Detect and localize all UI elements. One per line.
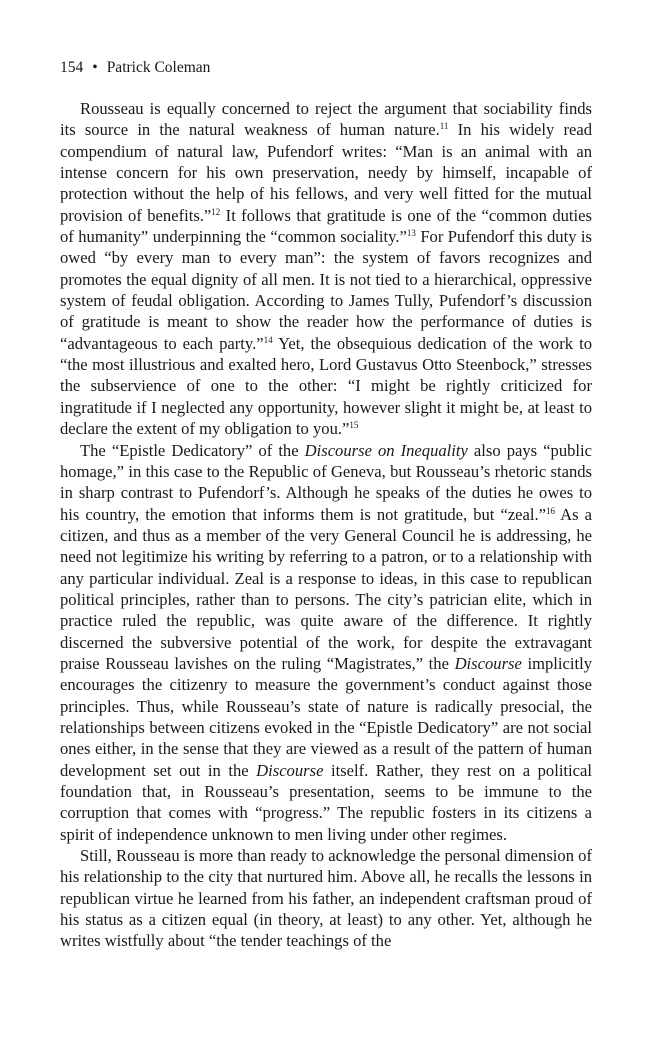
- text-run: Rousseau is equally concerned to reject the argument that sociability finds its source in the natural weakness of human nature.: [60, 99, 592, 140]
- page-number: 154: [60, 59, 84, 76]
- body-text: [60, 98, 592, 952]
- italic-title: Discourse: [454, 653, 522, 673]
- text-run: It follows that gratitude is one of the “common duties of humanity” underpinning the “common sociality.”: [60, 205, 592, 247]
- text-run: Still, Rousseau is more than ready to acknowledge the personal dimension of his relationship to the city that nurtured him. Above all, he recalls the lessons in republican virtue he learned from his father, an independent craftsman proud of his status as a citizen equal (in theory, at least) to any other. Yet, although he writes wistfully about “the tender teachings of the: [60, 846, 592, 951]
- italic-title: Discourse on Inequality: [304, 440, 468, 460]
- footnote-ref: 14: [263, 334, 273, 345]
- paragraph: [60, 845, 592, 952]
- footnote-ref: 13: [406, 228, 416, 239]
- text-run: As a citizen, and thus as a member of the very General Council he is addressing, he need not legitimize his writing by referring to a patron, or to a relationship with any particular individual. Zeal is a response to ideas, in this case to republican political principles, rather than to persons. The city’s patrician elite, which in practice ruled the republic, was quite aware of the difference. It rightly discerned the subversive potential of the work, for despite the extravagant praise Rousseau lavishes on the ruling “Magistrates,” the: [60, 504, 593, 673]
- footnote-ref: 15: [349, 420, 359, 431]
- footnote-ref: 12: [211, 206, 221, 217]
- text-run: For Pufendorf this duty is owed “by every man to every man”: the system of favors recognizes and promotes the equal dignity of all men. It is not tied to a hierarchical, oppressive system of feudal obligation. According to James Tully, Pufendorf’s discussion of gratitude is meant to show the reader how the performance of duties is “advantageous to each party.”: [60, 227, 593, 353]
- text-run: In his widely read compendium of natural law, Pufendorf writes: “Man is an animal with an intense concern for his own preservation, needy by himself, incapable of protection without the help of his fellows, and very well fitted for the mutual provision of benefits.”: [60, 120, 593, 225]
- text-run: The “Epistle Dedicatory” of the: [80, 440, 305, 460]
- header-separator: •: [92, 59, 98, 76]
- footnote-ref: 16: [546, 505, 556, 516]
- footnote-ref: 11: [439, 121, 449, 132]
- italic-title: Discourse: [256, 760, 324, 780]
- text-run: Yet, the obsequious dedication of the work to “the most illustrious and exalted hero, Lord Gustavus Otto Steenbock,” stresses the subservience of one to the other: “I might be rightly criticized for ingratitude if I neglected any opportunity, however slight it might be, at least to declare the extent of my obligation to you.”: [60, 333, 592, 439]
- author-name: Patrick Coleman: [106, 59, 211, 76]
- text-run: implicitly encourages the citizenry to measure the government’s conduct against those principles. Thus, while Rousseau’s state of nature is radically presocial, the relationships between citizens evoked in the “Epistle Dedicatory” are not social ones either, in the sense that they are viewed as a result of the pattern of human development set out in the: [60, 653, 592, 780]
- paragraph: [60, 98, 592, 440]
- running-head: [60, 58, 210, 78]
- text-run: also pays “public homage,” in this case to the Republic of Geneva, but Rousseau’s rhetoric stands in sharp contrast to Pufendorf’s. Although he speaks of the duties he owes to his country, the emotion that informs them is not gratitude, but “zeal.”: [60, 440, 593, 524]
- text-run: itself. Rather, they rest on a political foundation that, in Rousseau’s presentation, seems to be immune to the corruption that comes with “progress.” The republic fosters in its citizens a spirit of independence unknown to men living under other regimes.: [60, 760, 592, 844]
- paragraph: [60, 440, 592, 846]
